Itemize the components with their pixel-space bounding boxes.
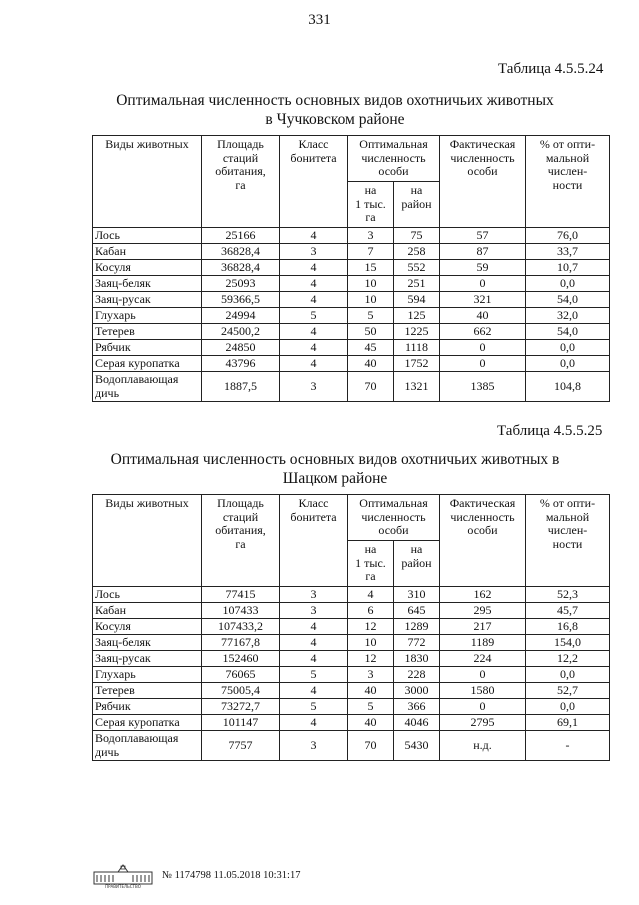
header-pct xyxy=(526,136,610,228)
header-text-line: Фактическая xyxy=(449,496,516,510)
cell-per-1000ha: 40 xyxy=(348,715,394,731)
table-row xyxy=(93,731,610,761)
header-text-line: численность xyxy=(450,150,515,165)
header-text-line: Оптимальная xyxy=(359,137,428,151)
cell-actual: н.д. xyxy=(440,731,526,761)
cell-pct: 0,0 xyxy=(526,340,610,356)
table-row xyxy=(93,260,610,276)
header-text-line: Фактическая xyxy=(449,137,516,151)
stamp-text: ПРАВИТЕЛЬСТВО xyxy=(105,884,141,889)
cell-per-1000ha: 4 xyxy=(348,587,394,603)
header-text-line: Класс xyxy=(298,137,329,151)
header-text-line: численность xyxy=(361,509,426,524)
header-text-line: Виды животных xyxy=(105,496,189,510)
cell-species xyxy=(93,587,202,603)
cell-per-1000ha: 3 xyxy=(348,667,394,683)
cell-per-1000ha: 70 xyxy=(348,731,394,761)
header-text-line: особи xyxy=(467,523,498,537)
cell-per-district: 1321 xyxy=(394,372,440,402)
cell-per-district: 228 xyxy=(394,667,440,683)
cell-species xyxy=(93,244,202,260)
cell-per-1000ha: 5 xyxy=(348,699,394,715)
cell-per-district: 125 xyxy=(394,308,440,324)
cell-area: 75005,4 xyxy=(202,683,280,699)
document-registration-number: № 1174798 11.05.2018 10:31:17 xyxy=(162,870,301,881)
cell-class: 4 xyxy=(280,228,348,244)
cell-class: 3 xyxy=(280,244,348,260)
cell-class: 5 xyxy=(280,667,348,683)
cell-actual: 662 xyxy=(440,324,526,340)
table-label: Таблица 4.5.5.25 xyxy=(497,423,603,439)
header-text-line: га xyxy=(365,210,376,224)
cell-class: 4 xyxy=(280,651,348,667)
cell-area: 73272,7 xyxy=(202,699,280,715)
table-row xyxy=(93,340,610,356)
table-row xyxy=(93,276,610,292)
cell-pct: 52,7 xyxy=(526,683,610,699)
cell-area: 24850 xyxy=(202,340,280,356)
cell-per-district: 552 xyxy=(394,260,440,276)
cell-species xyxy=(93,603,202,619)
table-row xyxy=(93,699,610,715)
cell-area: 43796 xyxy=(202,356,280,372)
table-row xyxy=(93,619,610,635)
cell-area: 59366,5 xyxy=(202,292,280,308)
cell-per-district: 1118 xyxy=(394,340,440,356)
cell-species xyxy=(93,683,202,699)
cell-per-1000ha: 70 xyxy=(348,372,394,402)
government-stamp-icon xyxy=(92,863,154,889)
header-actual xyxy=(440,495,526,587)
header-text-line: обитания, xyxy=(215,523,266,537)
cell-per-district: 1752 xyxy=(394,356,440,372)
table-row xyxy=(93,228,610,244)
header-text-line: Виды животных xyxy=(105,137,189,151)
header-text-line: Класс xyxy=(298,496,329,510)
cell-species xyxy=(93,667,202,683)
cell-actual: 1189 xyxy=(440,635,526,651)
cell-actual: 57 xyxy=(440,228,526,244)
cell-actual: 40 xyxy=(440,308,526,324)
cell-pct: 104,8 xyxy=(526,372,610,402)
header-class xyxy=(280,495,348,587)
header-text-line: % от опти- xyxy=(539,496,596,510)
cell-species xyxy=(93,228,202,244)
cell-per-district: 4046 xyxy=(394,715,440,731)
cell-pct: 45,7 xyxy=(526,603,610,619)
table-row xyxy=(93,587,610,603)
table-row xyxy=(93,715,610,731)
cell-per-district: 772 xyxy=(394,635,440,651)
header-text-line: Оптимальная xyxy=(359,496,428,510)
species-name: Глухарь xyxy=(95,666,136,681)
header-text-line: стаций xyxy=(222,509,259,524)
cell-per-district: 310 xyxy=(394,587,440,603)
cell-area: 107433 xyxy=(202,603,280,619)
cell-class: 3 xyxy=(280,372,348,402)
cell-class: 4 xyxy=(280,683,348,699)
species-name: Тетерев xyxy=(95,323,135,338)
population-table-chuchkovo xyxy=(92,135,610,402)
cell-class: 4 xyxy=(280,635,348,651)
cell-pct: 16,8 xyxy=(526,619,610,635)
cell-species xyxy=(93,276,202,292)
header-species xyxy=(93,495,202,587)
header-text-line: ности xyxy=(552,177,583,192)
header-area xyxy=(202,136,280,228)
cell-class: 4 xyxy=(280,324,348,340)
species-name: Лось xyxy=(95,227,120,242)
species-name: Косуля xyxy=(95,618,131,633)
species-name: Косуля xyxy=(95,259,131,274)
header-text-line: 1 тыс. xyxy=(355,555,386,570)
header-text-line: мальной xyxy=(545,509,590,524)
header-text-line: обитания, xyxy=(215,164,266,178)
cell-class: 5 xyxy=(280,699,348,715)
header-text-line: на xyxy=(410,542,423,556)
cell-class: 4 xyxy=(280,356,348,372)
table-row xyxy=(93,244,610,260)
species-line: Водоплавающая xyxy=(95,372,179,386)
table-title xyxy=(90,91,580,129)
cell-per-1000ha: 7 xyxy=(348,244,394,260)
header-per-district xyxy=(394,182,440,228)
cell-actual: 162 xyxy=(440,587,526,603)
cell-pct: - xyxy=(526,731,610,761)
cell-class: 4 xyxy=(280,276,348,292)
cell-area: 7757 xyxy=(202,731,280,761)
cell-class: 4 xyxy=(280,292,348,308)
header-text-line: особи xyxy=(378,164,409,178)
cell-per-district: 75 xyxy=(394,228,440,244)
cell-species xyxy=(93,651,202,667)
header-text-line: Площадь xyxy=(217,137,264,151)
cell-per-1000ha: 6 xyxy=(348,603,394,619)
cell-pct: 0,0 xyxy=(526,276,610,292)
cell-species xyxy=(93,340,202,356)
species-name: Серая куропатка xyxy=(95,714,180,729)
cell-area: 24500,2 xyxy=(202,324,280,340)
table-row xyxy=(93,635,610,651)
header-text-line: район xyxy=(401,555,432,570)
table-title-line: Шацком районе xyxy=(282,470,388,487)
cell-per-district: 3000 xyxy=(394,683,440,699)
header-per-1000ha xyxy=(348,182,394,228)
cell-per-1000ha: 12 xyxy=(348,651,394,667)
cell-per-1000ha: 3 xyxy=(348,228,394,244)
species-name: Заяц-беляк xyxy=(95,275,151,290)
species-name: Заяц-беляк xyxy=(95,634,151,649)
cell-per-1000ha: 40 xyxy=(348,356,394,372)
population-table-shatsk xyxy=(92,494,610,761)
cell-area: 77415 xyxy=(202,587,280,603)
species-name: Тетерев xyxy=(95,682,135,697)
document-footer xyxy=(92,863,332,889)
species-name: Кабан xyxy=(95,243,127,258)
cell-per-1000ha: 15 xyxy=(348,260,394,276)
cell-per-district: 645 xyxy=(394,603,440,619)
cell-per-1000ha: 50 xyxy=(348,324,394,340)
header-text-line: бонитета xyxy=(290,150,337,165)
species-name: Заяц-русак xyxy=(95,291,151,306)
cell-per-1000ha: 10 xyxy=(348,635,394,651)
table-title-line: Оптимальная численность основных видов охотничьих животных xyxy=(116,92,554,109)
header-optimal xyxy=(348,495,440,541)
cell-actual: 0 xyxy=(440,699,526,715)
cell-species xyxy=(93,356,202,372)
header-area xyxy=(202,495,280,587)
header-text-line: числен- xyxy=(547,523,588,537)
cell-class: 4 xyxy=(280,340,348,356)
cell-species xyxy=(93,292,202,308)
cell-pct: 10,7 xyxy=(526,260,610,276)
species-name: Рябчик xyxy=(95,698,131,713)
cell-area: 36828,4 xyxy=(202,260,280,276)
cell-pct: 33,7 xyxy=(526,244,610,260)
cell-pct: 54,0 xyxy=(526,292,610,308)
header-text-line: особи xyxy=(378,523,409,537)
cell-pct: 32,0 xyxy=(526,308,610,324)
header-text-line: особи xyxy=(467,164,498,178)
header-text-line: бонитета xyxy=(290,509,337,524)
header-per-1000ha xyxy=(348,541,394,587)
table-row xyxy=(93,683,610,699)
cell-actual: 0 xyxy=(440,340,526,356)
cell-per-district: 251 xyxy=(394,276,440,292)
cell-area: 1887,5 xyxy=(202,372,280,402)
cell-per-district: 1225 xyxy=(394,324,440,340)
cell-pct: 69,1 xyxy=(526,715,610,731)
cell-area: 36828,4 xyxy=(202,244,280,260)
cell-actual: 1385 xyxy=(440,372,526,402)
header-pct xyxy=(526,495,610,587)
header-per-district xyxy=(394,541,440,587)
table-row xyxy=(93,356,610,372)
table-title-line: в Чучковском районе xyxy=(265,111,405,128)
species-name: Заяц-русак xyxy=(95,650,151,665)
species-name: Серая куропатка xyxy=(95,355,180,370)
cell-pct: 0,0 xyxy=(526,356,610,372)
header-actual xyxy=(440,136,526,228)
header-text-line: район xyxy=(401,196,432,211)
cell-actual: 217 xyxy=(440,619,526,635)
table-label: Таблица 4.5.5.24 xyxy=(498,61,604,77)
cell-pct: 12,2 xyxy=(526,651,610,667)
cell-per-district: 5430 xyxy=(394,731,440,761)
header-class xyxy=(280,136,348,228)
cell-per-1000ha: 40 xyxy=(348,683,394,699)
cell-class: 3 xyxy=(280,587,348,603)
header-text-line: численность xyxy=(361,150,426,165)
table-row xyxy=(93,324,610,340)
cell-area: 107433,2 xyxy=(202,619,280,635)
header-text-line: на xyxy=(364,183,377,197)
cell-class: 5 xyxy=(280,308,348,324)
cell-species xyxy=(93,324,202,340)
cell-species xyxy=(93,635,202,651)
cell-class: 4 xyxy=(280,260,348,276)
table-title-line: Оптимальная численность основных видов охотничьих животных в xyxy=(110,451,560,468)
cell-area: 101147 xyxy=(202,715,280,731)
header-optimal xyxy=(348,136,440,182)
cell-per-1000ha: 45 xyxy=(348,340,394,356)
cell-actual: 1580 xyxy=(440,683,526,699)
cell-class: 3 xyxy=(280,731,348,761)
table-row xyxy=(93,651,610,667)
species-name: Лось xyxy=(95,586,120,601)
cell-per-1000ha: 12 xyxy=(348,619,394,635)
cell-per-district: 258 xyxy=(394,244,440,260)
species-name: Кабан xyxy=(95,602,127,617)
cell-area: 25166 xyxy=(202,228,280,244)
header-text-line: га xyxy=(365,569,376,583)
header-text-line: числен- xyxy=(547,164,588,178)
header-text-line: Площадь xyxy=(217,496,264,510)
cell-class: 4 xyxy=(280,619,348,635)
cell-per-district: 1830 xyxy=(394,651,440,667)
cell-actual: 321 xyxy=(440,292,526,308)
table-row xyxy=(93,603,610,619)
cell-class: 4 xyxy=(280,715,348,731)
cell-area: 76065 xyxy=(202,667,280,683)
table-row xyxy=(93,308,610,324)
header-text-line: 1 тыс. xyxy=(355,196,386,211)
cell-actual: 59 xyxy=(440,260,526,276)
table-row xyxy=(93,667,610,683)
header-text-line: численность xyxy=(450,509,515,524)
cell-species xyxy=(93,619,202,635)
species-line: Водоплавающая xyxy=(95,731,179,745)
cell-actual: 0 xyxy=(440,667,526,683)
cell-per-1000ha: 5 xyxy=(348,308,394,324)
header-text-line: % от опти- xyxy=(539,137,596,151)
species-line: дичь xyxy=(95,744,120,759)
cell-pct: 154,0 xyxy=(526,635,610,651)
header-text-line: га xyxy=(235,536,246,551)
cell-pct: 76,0 xyxy=(526,228,610,244)
cell-actual: 295 xyxy=(440,603,526,619)
cell-per-district: 1289 xyxy=(394,619,440,635)
header-text-line: на xyxy=(410,183,423,197)
cell-species xyxy=(93,308,202,324)
cell-pct: 52,3 xyxy=(526,587,610,603)
cell-species xyxy=(93,372,202,402)
cell-species xyxy=(93,260,202,276)
cell-per-1000ha: 10 xyxy=(348,276,394,292)
cell-species xyxy=(93,715,202,731)
cell-actual: 0 xyxy=(440,276,526,292)
species-name: Глухарь xyxy=(95,307,136,322)
cell-pct: 0,0 xyxy=(526,699,610,715)
header-text-line: га xyxy=(235,177,246,192)
cell-pct: 54,0 xyxy=(526,324,610,340)
header-text-line: на xyxy=(364,542,377,556)
cell-per-1000ha: 10 xyxy=(348,292,394,308)
header-text-line: мальной xyxy=(545,150,590,165)
species-name: Рябчик xyxy=(95,339,131,354)
cell-area: 152460 xyxy=(202,651,280,667)
cell-actual: 0 xyxy=(440,356,526,372)
cell-per-district: 594 xyxy=(394,292,440,308)
cell-pct: 0,0 xyxy=(526,667,610,683)
cell-area: 77167,8 xyxy=(202,635,280,651)
cell-per-district: 366 xyxy=(394,699,440,715)
page-number: 331 xyxy=(308,12,331,28)
cell-area: 24994 xyxy=(202,308,280,324)
cell-species xyxy=(93,731,202,761)
cell-actual: 2795 xyxy=(440,715,526,731)
cell-actual: 224 xyxy=(440,651,526,667)
header-species xyxy=(93,136,202,228)
species-line: дичь xyxy=(95,385,120,400)
header-text-line: стаций xyxy=(222,150,259,165)
header-text-line: ности xyxy=(552,536,583,551)
cell-actual: 87 xyxy=(440,244,526,260)
table-row xyxy=(93,292,610,308)
table-row xyxy=(93,372,610,402)
cell-species xyxy=(93,699,202,715)
cell-area: 25093 xyxy=(202,276,280,292)
table-title xyxy=(90,450,580,488)
cell-class: 3 xyxy=(280,603,348,619)
